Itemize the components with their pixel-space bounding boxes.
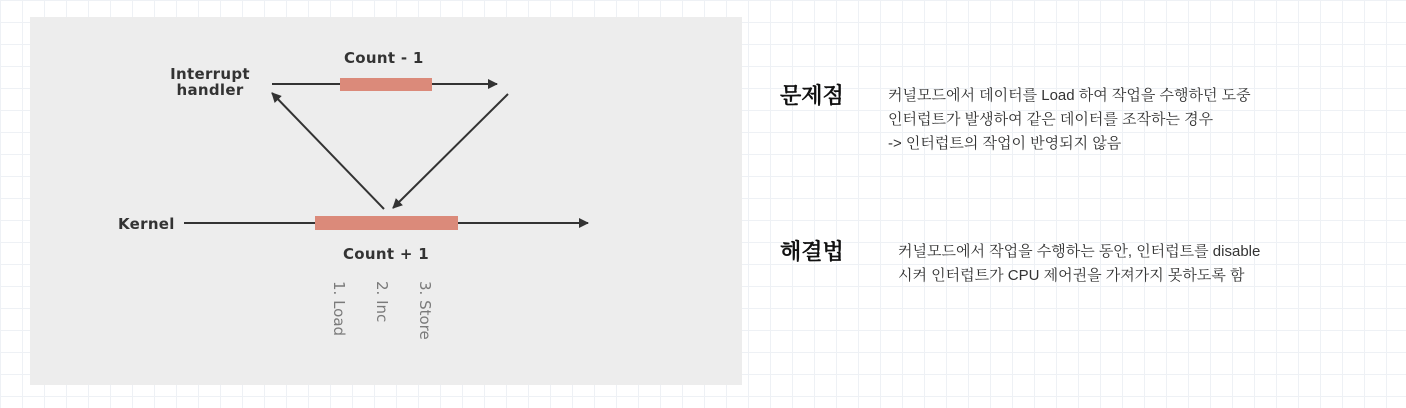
count-minus-label: Count - 1 bbox=[344, 49, 424, 67]
kernel-label: Kernel bbox=[118, 215, 175, 233]
interrupt-handler-label bbox=[165, 66, 255, 98]
count-plus-label: Count + 1 bbox=[343, 245, 429, 263]
solution-title: 해결법 bbox=[780, 240, 844, 265]
interrupt-label-line2: handler bbox=[176, 81, 244, 99]
count-plus-bar bbox=[315, 216, 458, 230]
solution-line-2: 시켜 인터럽트가 CPU 제어권을 가져가지 못하도록 함 bbox=[898, 267, 1245, 284]
step-store-label: 3. Store bbox=[416, 281, 434, 340]
problem-line-2: 인터럽트가 발생하여 같은 데이터를 조작하는 경우 bbox=[888, 111, 1214, 128]
count-minus-bar bbox=[340, 78, 432, 91]
step-load-label: 1. Load bbox=[330, 281, 348, 337]
problem-line-1: 커널모드에서 데이터를 Load 하여 작업을 수행하던 도중 bbox=[888, 87, 1251, 104]
solution-description bbox=[898, 240, 1260, 288]
problem-line-3: -> 인터럽트의 작업이 반영되지 않음 bbox=[888, 135, 1122, 152]
return-arrow bbox=[393, 94, 508, 208]
interrupt-label-line1: Interrupt bbox=[170, 65, 250, 83]
step-inc-label: 2. Inc bbox=[373, 281, 391, 323]
solution-line-1: 커널모드에서 작업을 수행하는 동안, 인터럽트를 disable bbox=[898, 243, 1261, 260]
problem-title: 문제점 bbox=[780, 84, 844, 109]
problem-description bbox=[888, 84, 1251, 156]
interrupt-arrow bbox=[272, 93, 384, 209]
